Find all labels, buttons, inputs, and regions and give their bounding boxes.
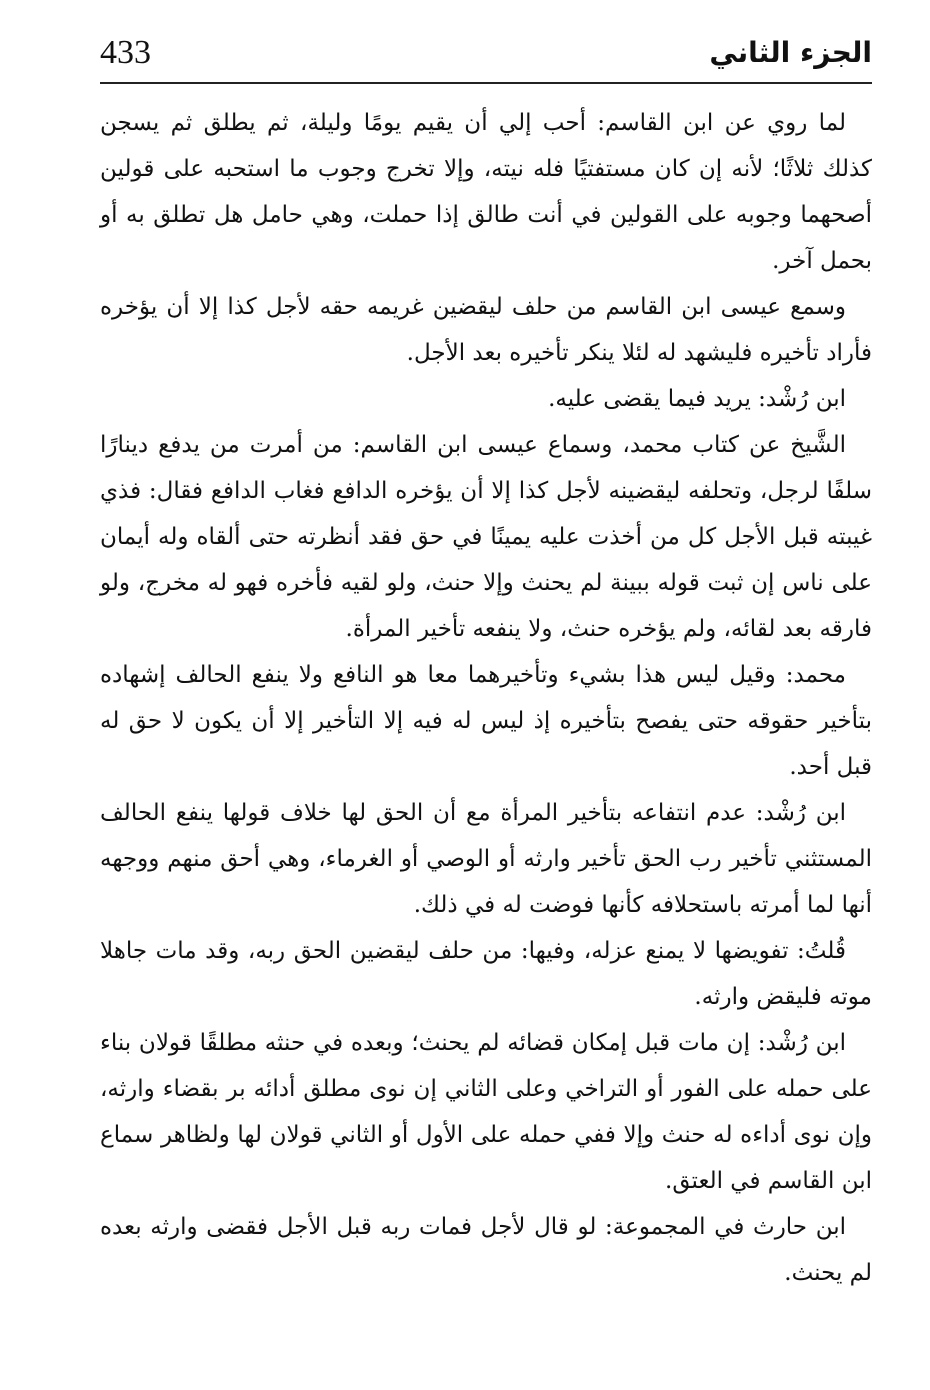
paragraph: قُلتُ: تفويضها لا يمنع عزله، وفيها: من حلف ليقضين الحق ربه، وقد مات جاهلا موته فليقض وارثه. xyxy=(100,938,872,1010)
paragraph: ابن رُشْد: عدم انتفاعه بتأخير المرأة مع أن الحق لها خلاف قولها ينفع الحالف المستثني تأخير رب الحق تأخير وارثه أو الوصي أو الغرماء، وهي أحق منهم ووجهه أنها لما أمرته باستحلافه كأنها فوضت له في ذلك. xyxy=(100,800,872,918)
paragraph: لما روي عن ابن القاسم: أحب إلي أن يقيم يومًا وليلة، ثم يطلق ثم يسجن كذلك ثلاثًا؛ لأنه إن كان مستفتيًا فله نيته، وإلا تخرج وجوب ما استحبه على قولين أصحهما وجوبه على القولين في أنت طالق إذا حملت، وهي حامل هل تطلق به أو بحمل آخر. xyxy=(100,110,872,274)
page-number: 433 xyxy=(100,34,151,71)
paragraph: ابن حارث في المجموعة: لو قال لأجل فمات ربه قبل الأجل فقضى وارثه بعده لم يحنث. xyxy=(100,1214,872,1286)
page-header xyxy=(100,28,872,84)
paragraph: ابن رُشْد: إن مات قبل إمكان قضائه لم يحنث؛ وبعده في حنثه مطلقًا قولان بناء على حمله على الفور أو التراخي وعلى الثاني إن نوى مطلق أدائه بر بقضاء وارثه، وإن نوى أداءه له حنث وإلا ففي حمله على الأول أو الثاني قولان لها ولظاهر سماع ابن القاسم في العتق. xyxy=(100,1030,872,1194)
running-title: الجزء الثاني xyxy=(709,36,872,69)
header-rule xyxy=(100,82,872,84)
paragraph: وسمع عيسى ابن القاسم من حلف ليقضين غريمه حقه لأجل كذا إلا أن يؤخره فأراد تأخيره فليشهد له لئلا ينكر تأخيره بعد الأجل. xyxy=(100,294,872,366)
body-text xyxy=(100,100,872,1296)
paragraph: الشَّيخ عن كتاب محمد، وسماع عيسى ابن القاسم: من أمرت من يدفع دينارًا سلفًا لرجل، وتحلفه ليقضينه لأجل كذا إلا أن يؤخره الدافع فغاب الدافع فقال: فذي غيبته قبل الأجل كل من أخذت عليه يمينًا في حق فقد أنظرته حتى ألقاه وله أيمان على ناس إن ثبت قوله ببينة لم يحنث وإلا حنث، ولو لقيه فأخره فهو له مخرج، ولو فارقه بعد لقائه، ولم يؤخره حنث، ولا ينفعه تأخير المرأة. xyxy=(100,432,872,642)
paragraph: ابن رُشْد: يريد فيما يقضى عليه. xyxy=(548,386,846,412)
paragraph: محمد: وقيل ليس هذا بشيء وتأخيرهما معا هو النافع ولا ينفع الحالف إشهاده بتأخير حقوقه حتى يفصح بتأخيره إذ ليس له فيه إلا التأخير إلا أن يكون لا حق له قبل أحد. xyxy=(100,662,872,780)
